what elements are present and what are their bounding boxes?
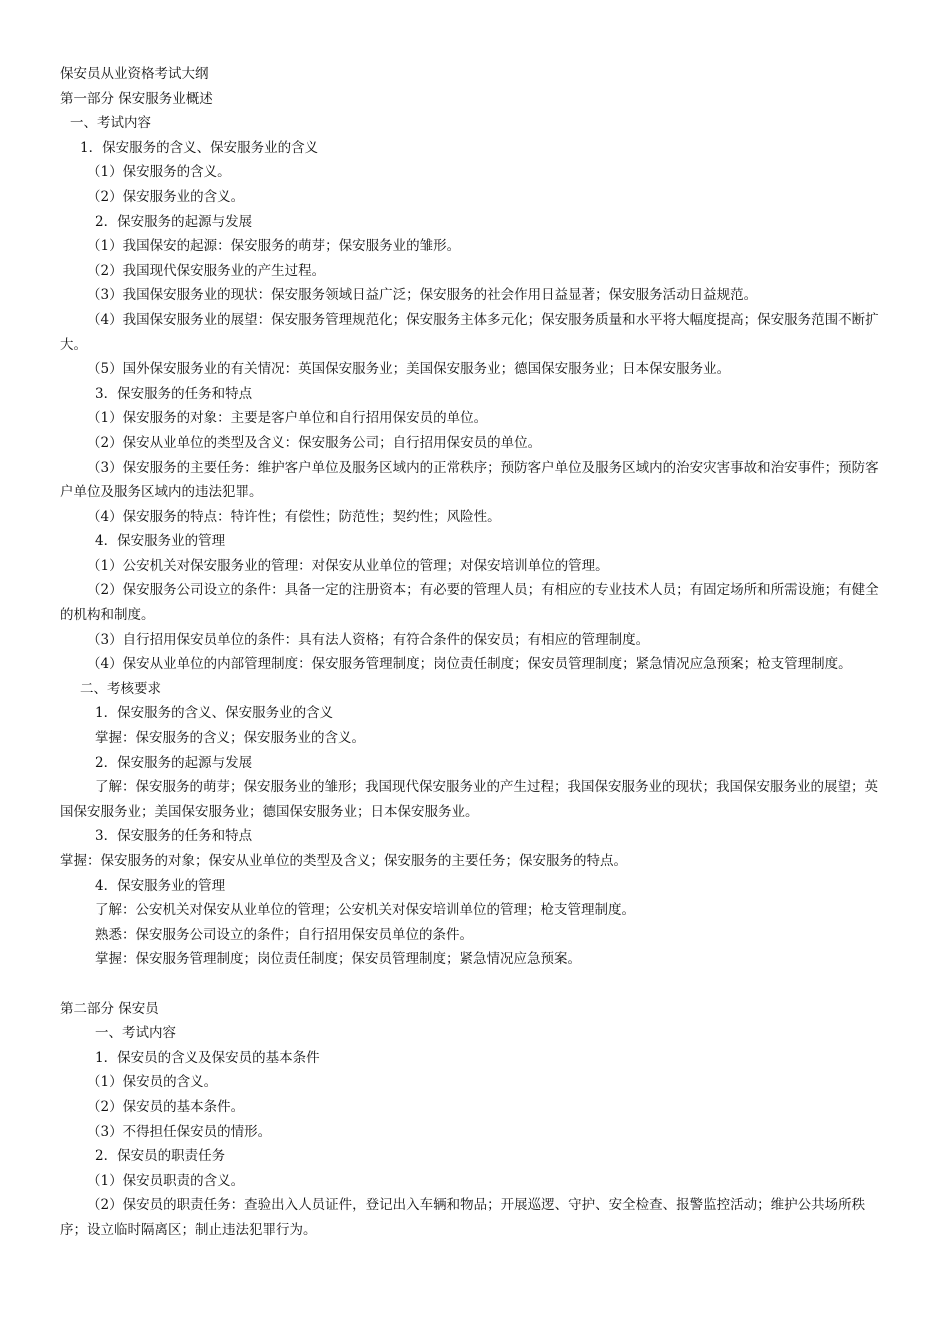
part1-req-4-detail-b: 熟悉：保安服务公司设立的条件；自行招用保安员单位的条件。 [95,926,473,943]
part2-item-1-2: （2）保安员的基本条件。 [87,1098,245,1115]
part2-item-1-3: （3）不得担任保安员的情形。 [87,1123,272,1140]
part2-heading: 第二部分 保安员 [60,1000,159,1017]
part1-item-4-3: （3）自行招用保安员单位的条件：具有法人资格；有符合条件的保安员；有相应的管理制度。 [87,631,650,648]
part1-req-3-detail: 掌握：保安服务的对象；保安从业单位的类型及含义；保安服务的主要任务；保安服务的特点。 [60,853,627,869]
part2-section-exam-content: 一、考试内容 [95,1025,176,1042]
part1-item-3-1: （1）保安服务的对象：主要是客户单位和自行招用保安员的单位。 [87,410,488,427]
part1-item-2-3: （3）我国保安服务业的现状：保安服务领域日益广泛；保安服务的社会作用日益显著；保安服务活动日益规范。 [87,287,758,304]
part1-item-2-4: （4）我国保安服务业的展望：保安服务管理规范化；保安服务主体多元化；保安服务质量和水平将大幅度提高；保安服务范围不断扩大。 [60,311,879,353]
part1-req-4-detail-a: 了解：公安机关对保安从业单位的管理；公安机关对保安培训单位的管理；枪支管理制度。 [95,902,635,919]
part2-item-1-1: （1）保安员的含义。 [87,1074,218,1091]
part1-req-1: 1．保安服务的含义、保安服务业的含义 [95,705,334,722]
part1-item-3-2: （2）保安从业单位的类型及含义：保安服务公司；自行招用保安员的单位。 [87,434,542,451]
part1-item-1-1: （1）保安服务的含义。 [87,164,231,181]
part1-req-2: 2．保安服务的起源与发展 [95,754,253,771]
part1-req-4-detail-c: 掌握：保安服务管理制度；岗位责任制度；保安员管理制度；紧急情况应急预案。 [95,951,581,968]
part1-item-1-2: （2）保安服务业的含义。 [87,188,245,205]
part1-item-4-1: （1）公安机关对保安服务业的管理：对保安从业单位的管理；对保安培训单位的管理。 [87,557,609,574]
part1-req-3: 3．保安服务的任务和特点 [95,828,253,845]
part1-item-2: 2．保安服务的起源与发展 [95,213,253,230]
part1-item-1: 1．保安服务的含义、保安服务业的含义 [80,139,319,156]
part2-item-1: 1．保安员的含义及保安员的基本条件 [95,1049,320,1066]
part1-item-2-5: （5）国外保安服务业的有关情况：英国保安服务业；美国保安服务业；德国保安服务业；日本保安服务业。 [87,361,731,378]
part1-item-4-2: （2）保安服务公司设立的条件：具备一定的注册资本；有必要的管理人员；有相应的专业技术人员；有固定场所和所需设施；有健全的机构和制度。 [60,582,879,624]
part1-req-4: 4．保安服务业的管理 [95,877,226,894]
part1-heading: 第一部分 保安服务业概述 [60,90,213,107]
part1-item-2-1: （1）我国保安的起源：保安服务的萌芽；保安服务业的雏形。 [87,238,461,255]
document-page [60,62,890,1243]
part1-req-2-detail: 了解：保安服务的萌芽；保安服务业的雏形；我国现代保安服务业的产生过程；我国保安服务业的现状；我国保安服务业的展望；英国保安服务业；美国保安服务业；德国保安服务业；日本保安服务业。 [60,779,878,820]
part2-item-2: 2．保安员的职责任务 [95,1148,226,1165]
part1-item-3-4: （4）保安服务的特点：特许性；有偿性；防范性；契约性；风险性。 [87,508,501,525]
part1-req-1-detail: 掌握：保安服务的含义；保安服务业的含义。 [95,730,365,747]
part2-item-2-2: （2）保安员的职责任务：查验出入人员证件，登记出入车辆和物品；开展巡逻、守护、安全检查、报警监控活动；维护公共场所秩序；设立临时隔离区；制止违法犯罪行为。 [60,1197,866,1238]
part1-section-exam-content: 一、考试内容 [70,115,151,132]
part1-section-assessment: 二、考核要求 [80,680,161,697]
section-spacer [60,972,890,997]
part1-item-4: 4．保安服务业的管理 [95,533,226,550]
part1-item-2-2: （2）我国现代保安服务业的产生过程。 [87,262,326,279]
part2-item-2-1: （1）保安员职责的含义。 [87,1172,245,1189]
part1-item-3-3: （3）保安服务的主要任务：维护客户单位及服务区域内的正常秩序；预防客户单位及服务区域内的治安灾害事故和治安事件；预防客户单位及服务区域内的违法犯罪。 [60,459,879,501]
part1-item-3: 3．保安服务的任务和特点 [95,385,253,402]
part1-item-4-4: （4）保安从业单位的内部管理制度：保安服务管理制度；岗位责任制度；保安员管理制度；紧急情况应急预案；枪支管理制度。 [87,656,852,673]
document-title: 保安员从业资格考试大纲 [60,66,209,82]
